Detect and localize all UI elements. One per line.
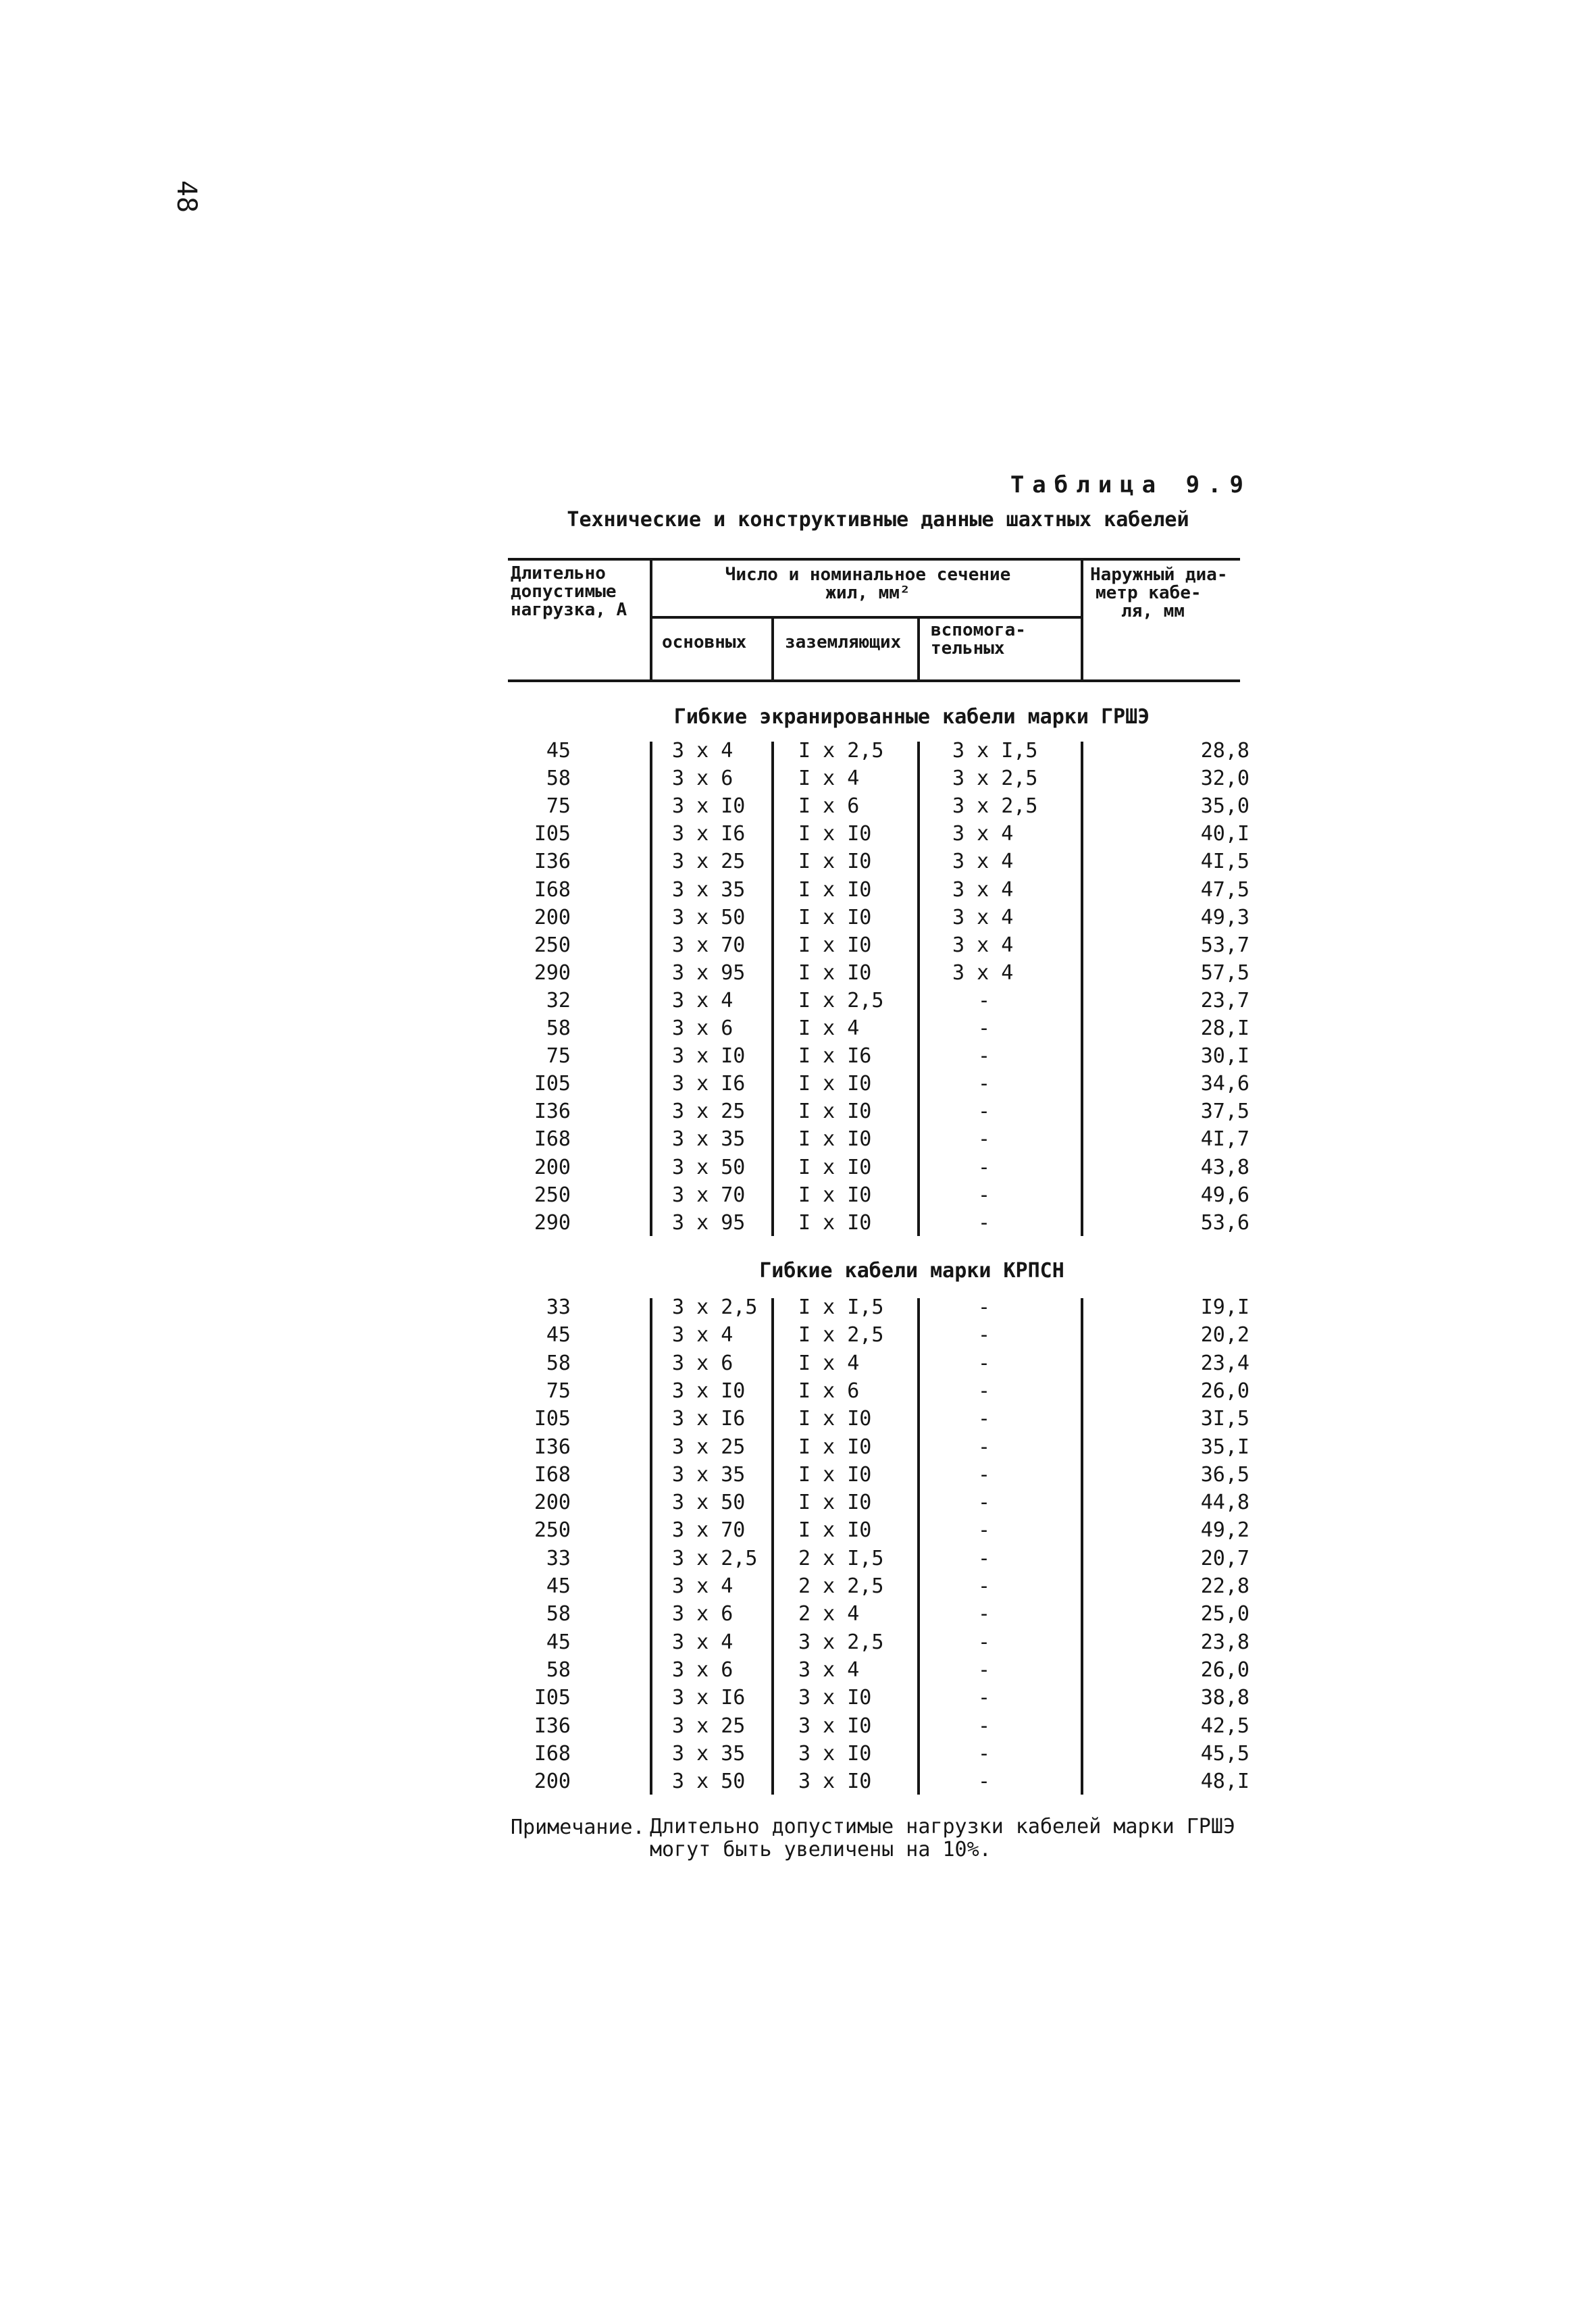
- load-cell: I05: [534, 822, 571, 846]
- load-cell: I05: [534, 1686, 571, 1710]
- main-cores-cell: 3 x 70: [672, 1518, 746, 1543]
- aux-cores-cell: -: [978, 1714, 991, 1738]
- aux-cores-cell: -: [978, 1546, 991, 1570]
- aux-cores-cell: -: [978, 1295, 991, 1319]
- diameter-cell: 35,I: [1200, 1435, 1250, 1459]
- table-number: Таблица 9.9: [1010, 471, 1252, 498]
- main-cores-cell: 3 x 35: [672, 1127, 746, 1152]
- main-cores-cell: 3 x 4: [672, 1630, 733, 1654]
- note-text: Длительно допустимые нагрузки кабелей марки ГРШЭ могут быть увеличены на 10%.: [650, 1815, 1235, 1861]
- main-cores-cell: 3 x 50: [672, 905, 746, 929]
- main-cores-cell: 3 x 25: [672, 850, 746, 874]
- diameter-cell: 20,2: [1200, 1323, 1250, 1347]
- load-cell: 58: [546, 1602, 571, 1626]
- table-row: [473, 1463, 1283, 1491]
- main-cores-cell: 3 x 6: [672, 1351, 733, 1375]
- load-cell: 200: [534, 905, 571, 929]
- table-row: [473, 1072, 1283, 1100]
- table-row: [473, 1435, 1283, 1463]
- header-divider-2: [771, 616, 774, 681]
- header-load: Длительно допустимые нагрузка, А: [511, 563, 627, 620]
- table-row: [473, 1323, 1283, 1351]
- main-cores-cell: 3 x I0: [672, 1379, 746, 1403]
- table-row: [473, 961, 1283, 989]
- header-mid-rule: [650, 616, 1082, 619]
- diameter-cell: 42,5: [1200, 1714, 1250, 1738]
- main-cores-cell: 3 x 70: [672, 933, 746, 957]
- load-cell: I68: [534, 1127, 571, 1152]
- load-cell: 200: [534, 1770, 571, 1794]
- diameter-cell: 35,0: [1200, 794, 1250, 819]
- main-cores-cell: 3 x 25: [672, 1435, 746, 1459]
- table-row: [473, 1491, 1283, 1518]
- main-cores-cell: 3 x 70: [672, 1183, 746, 1207]
- aux-cores-cell: -: [978, 1072, 991, 1096]
- aux-cores-cell: -: [978, 1518, 991, 1543]
- load-cell: I36: [534, 1714, 571, 1738]
- diameter-cell: 22,8: [1200, 1574, 1250, 1598]
- aux-cores-cell: -: [978, 1183, 991, 1207]
- aux-cores-cell: -: [978, 1044, 991, 1069]
- grounding-cores-cell: I x I0: [798, 933, 872, 957]
- diameter-cell: 4I,5: [1200, 850, 1250, 874]
- main-cores-cell: 3 x I0: [672, 794, 746, 819]
- aux-cores-cell: -: [978, 1017, 991, 1040]
- grounding-cores-cell: I x I0: [798, 1183, 872, 1207]
- table-row: [473, 1211, 1283, 1239]
- table-row: [473, 906, 1283, 933]
- aux-cores-cell: -: [978, 1602, 991, 1626]
- main-cores-cell: 3 x 25: [672, 1100, 746, 1124]
- main-cores-cell: 3 x 4: [672, 1574, 733, 1598]
- grounding-cores-cell: I x I0: [798, 1462, 872, 1487]
- diameter-cell: 20,7: [1200, 1546, 1250, 1570]
- main-cores-cell: 3 x 35: [672, 1462, 746, 1487]
- grounding-cores-cell: I x I0: [798, 1072, 872, 1096]
- grounding-cores-cell: I x I0: [798, 877, 872, 902]
- aux-cores-cell: -: [978, 1741, 991, 1766]
- table-row: [473, 1017, 1283, 1044]
- diameter-cell: 53,7: [1200, 933, 1250, 957]
- diameter-cell: 43,8: [1200, 1155, 1250, 1179]
- grounding-cores-cell: I x 4: [798, 1017, 860, 1040]
- main-cores-cell: 3 x 50: [672, 1770, 746, 1794]
- header-diameter: Наружный диа- метр кабе- ля, мм: [1090, 565, 1228, 621]
- main-cores-cell: 3 x I6: [672, 1686, 746, 1710]
- grounding-cores-cell: 2 x I,5: [798, 1546, 884, 1570]
- section-title: Гибкие кабели марки КРПСН: [759, 1259, 1064, 1283]
- diameter-cell: I9,I: [1200, 1295, 1250, 1319]
- grounding-cores-cell: 3 x I0: [798, 1741, 872, 1766]
- diameter-cell: 25,0: [1200, 1602, 1250, 1626]
- grounding-cores-cell: I x I0: [798, 1491, 872, 1515]
- diameter-cell: 23,7: [1200, 988, 1250, 1012]
- aux-cores-cell: 3 x 2,5: [952, 794, 1038, 819]
- diameter-cell: 34,6: [1200, 1072, 1250, 1096]
- table-caption: Технические и конструктивные данные шахтных кабелей: [567, 508, 1189, 532]
- load-cell: 32: [546, 988, 571, 1012]
- table-row: [473, 1658, 1283, 1686]
- load-cell: 58: [546, 1351, 571, 1375]
- load-cell: 33: [546, 1295, 571, 1319]
- header-divider-1: [650, 558, 652, 681]
- main-cores-cell: 3 x I6: [672, 1072, 746, 1096]
- diameter-cell: 28,8: [1200, 739, 1250, 763]
- grounding-cores-cell: I x 2,5: [798, 988, 884, 1012]
- table-row: [473, 878, 1283, 906]
- main-cores-cell: 3 x 95: [672, 1210, 746, 1235]
- grounding-cores-cell: 3 x 2,5: [798, 1630, 884, 1654]
- diameter-cell: 26,0: [1200, 1379, 1250, 1403]
- load-cell: 75: [546, 1044, 571, 1069]
- load-cell: 33: [546, 1546, 571, 1570]
- grounding-cores-cell: I x I0: [798, 850, 872, 874]
- aux-cores-cell: 3 x 4: [952, 850, 1014, 874]
- main-cores-cell: 3 x 6: [672, 767, 733, 791]
- table-row: [473, 1379, 1283, 1407]
- table-row: [473, 1742, 1283, 1770]
- main-cores-cell: 3 x 4: [672, 1323, 733, 1347]
- table-row: [473, 1630, 1283, 1658]
- load-cell: 250: [534, 1518, 571, 1543]
- table-row: [473, 1156, 1283, 1183]
- grounding-cores-cell: I x 4: [798, 1351, 860, 1375]
- header-section-group: Число и номинальное сечение жил, мм²: [725, 565, 1011, 603]
- table-row: [473, 739, 1283, 767]
- diameter-cell: 40,I: [1200, 822, 1250, 846]
- load-cell: I68: [534, 1741, 571, 1766]
- diameter-cell: 44,8: [1200, 1491, 1250, 1515]
- grounding-cores-cell: I x I0: [798, 1518, 872, 1543]
- diameter-cell: 23,4: [1200, 1351, 1250, 1375]
- header-grounding: заземляющих: [785, 632, 902, 652]
- aux-cores-cell: -: [978, 1155, 991, 1179]
- diameter-cell: 57,5: [1200, 960, 1250, 985]
- aux-cores-cell: 3 x 4: [952, 822, 1014, 846]
- aux-cores-cell: 3 x I,5: [952, 739, 1038, 763]
- main-cores-cell: 3 x 35: [672, 1741, 746, 1766]
- load-cell: 45: [546, 1630, 571, 1654]
- grounding-cores-cell: I x I0: [798, 822, 872, 846]
- aux-cores-cell: 3 x 4: [952, 960, 1014, 985]
- load-cell: 45: [546, 739, 571, 763]
- table-row: [473, 767, 1283, 794]
- aux-cores-cell: 3 x 4: [952, 933, 1014, 957]
- aux-cores-cell: -: [978, 1379, 991, 1403]
- aux-cores-cell: -: [978, 1210, 991, 1235]
- grounding-cores-cell: 3 x I0: [798, 1714, 872, 1738]
- aux-cores-cell: 3 x 4: [952, 905, 1014, 929]
- diameter-cell: 23,8: [1200, 1630, 1250, 1654]
- table-row: [473, 1547, 1283, 1574]
- grounding-cores-cell: I x I0: [798, 960, 872, 985]
- grounding-cores-cell: I x I0: [798, 1127, 872, 1152]
- load-cell: 290: [534, 960, 571, 985]
- diameter-cell: 47,5: [1200, 877, 1250, 902]
- note-label: Примечание.: [511, 1816, 645, 1839]
- main-cores-cell: 3 x 25: [672, 1714, 746, 1738]
- aux-cores-cell: -: [978, 1351, 991, 1375]
- grounding-cores-cell: I x I0: [798, 1100, 872, 1124]
- main-cores-cell: 3 x 95: [672, 960, 746, 985]
- load-cell: I36: [534, 1100, 571, 1124]
- grounding-cores-cell: I x 6: [798, 794, 860, 819]
- diameter-cell: 3I,5: [1200, 1407, 1250, 1431]
- grounding-cores-cell: I x 6: [798, 1379, 860, 1403]
- diameter-cell: 48,I: [1200, 1770, 1250, 1794]
- grounding-cores-cell: I x I0: [798, 905, 872, 929]
- header-bottom-rule: [508, 679, 1240, 682]
- grounding-cores-cell: 3 x I0: [798, 1770, 872, 1794]
- load-cell: I36: [534, 1435, 571, 1459]
- aux-cores-cell: -: [978, 1657, 991, 1682]
- main-cores-cell: 3 x 2,5: [672, 1546, 758, 1570]
- main-cores-cell: 3 x I6: [672, 822, 746, 846]
- diameter-cell: 26,0: [1200, 1657, 1250, 1682]
- aux-cores-cell: -: [978, 1491, 991, 1515]
- aux-cores-cell: -: [978, 1462, 991, 1487]
- header-aux: вспомога- тельных: [931, 620, 1026, 659]
- load-cell: 250: [534, 933, 571, 957]
- table-row: [473, 1686, 1283, 1714]
- load-cell: I68: [534, 877, 571, 902]
- table-row: [473, 1574, 1283, 1602]
- section-title: Гибкие экранированные кабели марки ГРШЭ: [673, 705, 1150, 729]
- main-cores-cell: 3 x 35: [672, 877, 746, 902]
- diameter-cell: 32,0: [1200, 767, 1250, 791]
- table-row: [473, 822, 1283, 850]
- table-row: [473, 1770, 1283, 1797]
- header-divider-3: [917, 616, 920, 681]
- diameter-cell: 49,6: [1200, 1183, 1250, 1207]
- grounding-cores-cell: 3 x I0: [798, 1686, 872, 1710]
- load-cell: 58: [546, 767, 571, 791]
- aux-cores-cell: -: [978, 1323, 991, 1347]
- aux-cores-cell: -: [978, 1407, 991, 1431]
- load-cell: I68: [534, 1462, 571, 1487]
- grounding-cores-cell: I x I0: [798, 1210, 872, 1235]
- main-cores-cell: 3 x 4: [672, 988, 733, 1012]
- main-cores-cell: 3 x I0: [672, 1044, 746, 1069]
- table-row: [473, 1352, 1283, 1379]
- table-row: [473, 1407, 1283, 1435]
- diameter-cell: 45,5: [1200, 1741, 1250, 1766]
- main-cores-cell: 3 x I6: [672, 1407, 746, 1431]
- load-cell: 200: [534, 1155, 571, 1179]
- load-cell: 45: [546, 1574, 571, 1598]
- aux-cores-cell: -: [978, 1127, 991, 1152]
- table-row: [473, 989, 1283, 1017]
- table-row: [473, 1044, 1283, 1072]
- load-cell: I36: [534, 850, 571, 874]
- grounding-cores-cell: I x I0: [798, 1435, 872, 1459]
- grounding-cores-cell: 2 x 4: [798, 1602, 860, 1626]
- load-cell: 45: [546, 1323, 571, 1347]
- aux-cores-cell: -: [978, 1630, 991, 1654]
- main-cores-cell: 3 x 4: [672, 739, 733, 763]
- load-cell: 58: [546, 1017, 571, 1040]
- header-divider-4: [1081, 558, 1083, 681]
- table-row: [473, 1100, 1283, 1127]
- aux-cores-cell: -: [978, 988, 991, 1012]
- aux-cores-cell: -: [978, 1100, 991, 1124]
- table-row: [473, 933, 1283, 961]
- diameter-cell: 49,2: [1200, 1518, 1250, 1543]
- table-row: [473, 850, 1283, 877]
- diameter-cell: 28,I: [1200, 1017, 1250, 1040]
- load-cell: 290: [534, 1210, 571, 1235]
- load-cell: I05: [534, 1072, 571, 1096]
- grounding-cores-cell: I x 4: [798, 767, 860, 791]
- main-cores-cell: 3 x 2,5: [672, 1295, 758, 1319]
- table-row: [473, 1602, 1283, 1630]
- grounding-cores-cell: I x I0: [798, 1407, 872, 1431]
- table-row: [473, 1127, 1283, 1155]
- main-cores-cell: 3 x 50: [672, 1491, 746, 1515]
- diameter-cell: 49,3: [1200, 905, 1250, 929]
- grounding-cores-cell: 2 x 2,5: [798, 1574, 884, 1598]
- header-top-rule: [508, 558, 1240, 561]
- grounding-cores-cell: I x I0: [798, 1155, 872, 1179]
- load-cell: I05: [534, 1407, 571, 1431]
- table-row: [473, 1518, 1283, 1546]
- diameter-cell: 30,I: [1200, 1044, 1250, 1069]
- table-row: [473, 1295, 1283, 1323]
- load-cell: 250: [534, 1183, 571, 1207]
- load-cell: 58: [546, 1657, 571, 1682]
- table-row: [473, 1183, 1283, 1211]
- main-cores-cell: 3 x 6: [672, 1657, 733, 1682]
- table-row: [473, 794, 1283, 822]
- grounding-cores-cell: 3 x 4: [798, 1657, 860, 1682]
- diameter-cell: 53,6: [1200, 1210, 1250, 1235]
- aux-cores-cell: -: [978, 1770, 991, 1794]
- aux-cores-cell: 3 x 2,5: [952, 767, 1038, 791]
- diameter-cell: 36,5: [1200, 1462, 1250, 1487]
- grounding-cores-cell: I x I,5: [798, 1295, 884, 1319]
- diameter-cell: 4I,7: [1200, 1127, 1250, 1152]
- load-cell: 200: [534, 1491, 571, 1515]
- grounding-cores-cell: I x I6: [798, 1044, 872, 1069]
- grounding-cores-cell: I x 2,5: [798, 1323, 884, 1347]
- page-number: 48: [171, 180, 203, 213]
- main-cores-cell: 3 x 50: [672, 1155, 746, 1179]
- aux-cores-cell: -: [978, 1574, 991, 1598]
- aux-cores-cell: -: [978, 1686, 991, 1710]
- main-cores-cell: 3 x 6: [672, 1017, 733, 1040]
- grounding-cores-cell: I x 2,5: [798, 739, 884, 763]
- main-cores-cell: 3 x 6: [672, 1602, 733, 1626]
- header-main: основных: [662, 632, 747, 652]
- load-cell: 75: [546, 1379, 571, 1403]
- table-row: [473, 1714, 1283, 1742]
- aux-cores-cell: -: [978, 1435, 991, 1459]
- diameter-cell: 37,5: [1200, 1100, 1250, 1124]
- load-cell: 75: [546, 794, 571, 819]
- aux-cores-cell: 3 x 4: [952, 877, 1014, 902]
- diameter-cell: 38,8: [1200, 1686, 1250, 1710]
